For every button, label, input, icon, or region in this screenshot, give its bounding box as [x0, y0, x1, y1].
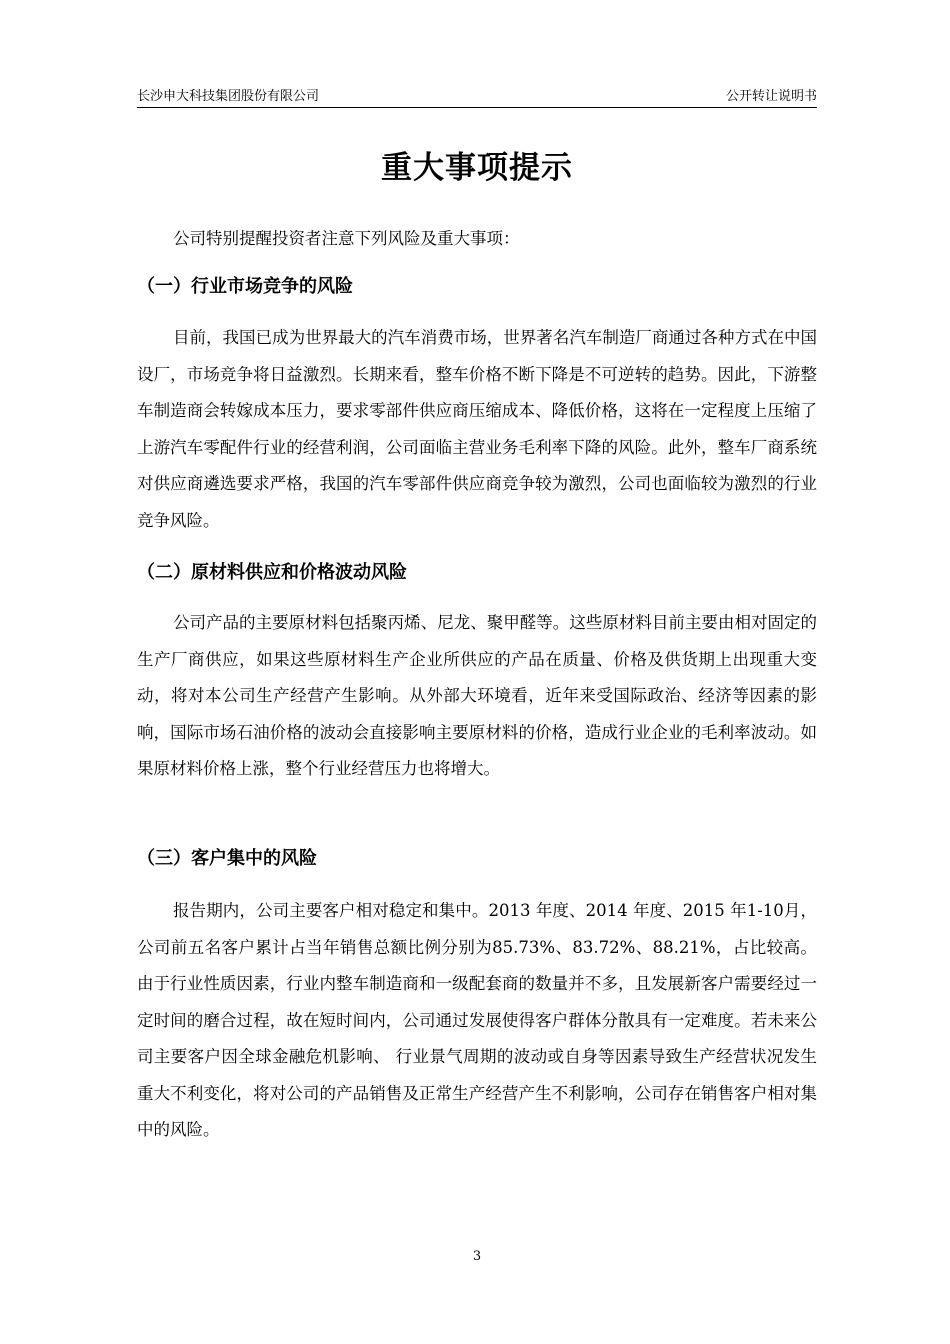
page-header: [137, 88, 817, 106]
section-body-raw-materials: 公司产品的主要原材料包括聚丙烯、尼龙、聚甲醛等。这些原材料目前主要由相对固定的生产厂商供应，如果这些原材料生产企业所供应的产品在质量、价格及供货期上出现重大变动，将对本公司生产经营产生影响。从外部大环境看，近年来受国际政治、经济等因素的影响，国际市场石油价格的波动会直接影响主要原材料的价格，造成行业企业的毛利率波动。如果原材料价格上涨，整个行业经营压力也将增大。: [137, 613, 817, 778]
header-company-name: 长沙申大科技集团股份有限公司: [137, 89, 320, 104]
section-body-customer-concentration: 报告期内，公司主要客户相对稳定和集中。2013 年度、2014 年度、2015 年1-10月，公司前五名客户累计占当年销售总额比例分别为85.73%、83.72%、88.21%，占比较高。由于行业性质因素，行业内整车制造商和一级配套商的数量并不多，且发展新客户需要经过一定时间的磨合过程，故在短时间内，公司通过发展使得客户群体分散具有一定难度。若未来公司主要客户因全球金融危机影响、 行业景气周期的波动或自身等因素导致生产经营状况发生重大不利变化，将对公司的产品销售及正常生产经营产生不利影响，公司存在销售客户相对集中的风险。: [137, 901, 817, 1139]
header-document-type: 公开转让说明书: [725, 89, 817, 104]
section-heading-customer-concentration: （三）客户集中的风险: [137, 848, 317, 869]
page-title: 重大事项提示: [381, 150, 573, 186]
intro-paragraph: 公司特别提醒投资者注意下列风险及重大事项：: [173, 229, 520, 248]
section-heading-raw-materials: （二）原材料供应和价格波动风险: [137, 562, 407, 583]
header-divider: [137, 107, 817, 108]
section-heading-market-competition: （一）行业市场竞争的风险: [137, 276, 353, 297]
page-number: 3: [472, 1249, 482, 1264]
section-body-market-competition: 目前，我国已成为世界最大的汽车消费市场，世界著名汽车制造厂商通过各种方式在中国设厂，市场竞争将日益激烈。长期来看，整车价格不断下降是不可逆转的趋势。因此，下游整车制造商会转嫁成本压力，要求零部件供应商压缩成本、降低价格，这将在一定程度上压缩了上游汽车零配件行业的经营利润，公司面临主营业务毛利率下降的风险。此外，整车厂商系统对供应商遴选要求严格，我国的汽车零部件供应商竞争较为激烈，公司也面临较为激烈的行业竞争风险。: [137, 328, 817, 530]
